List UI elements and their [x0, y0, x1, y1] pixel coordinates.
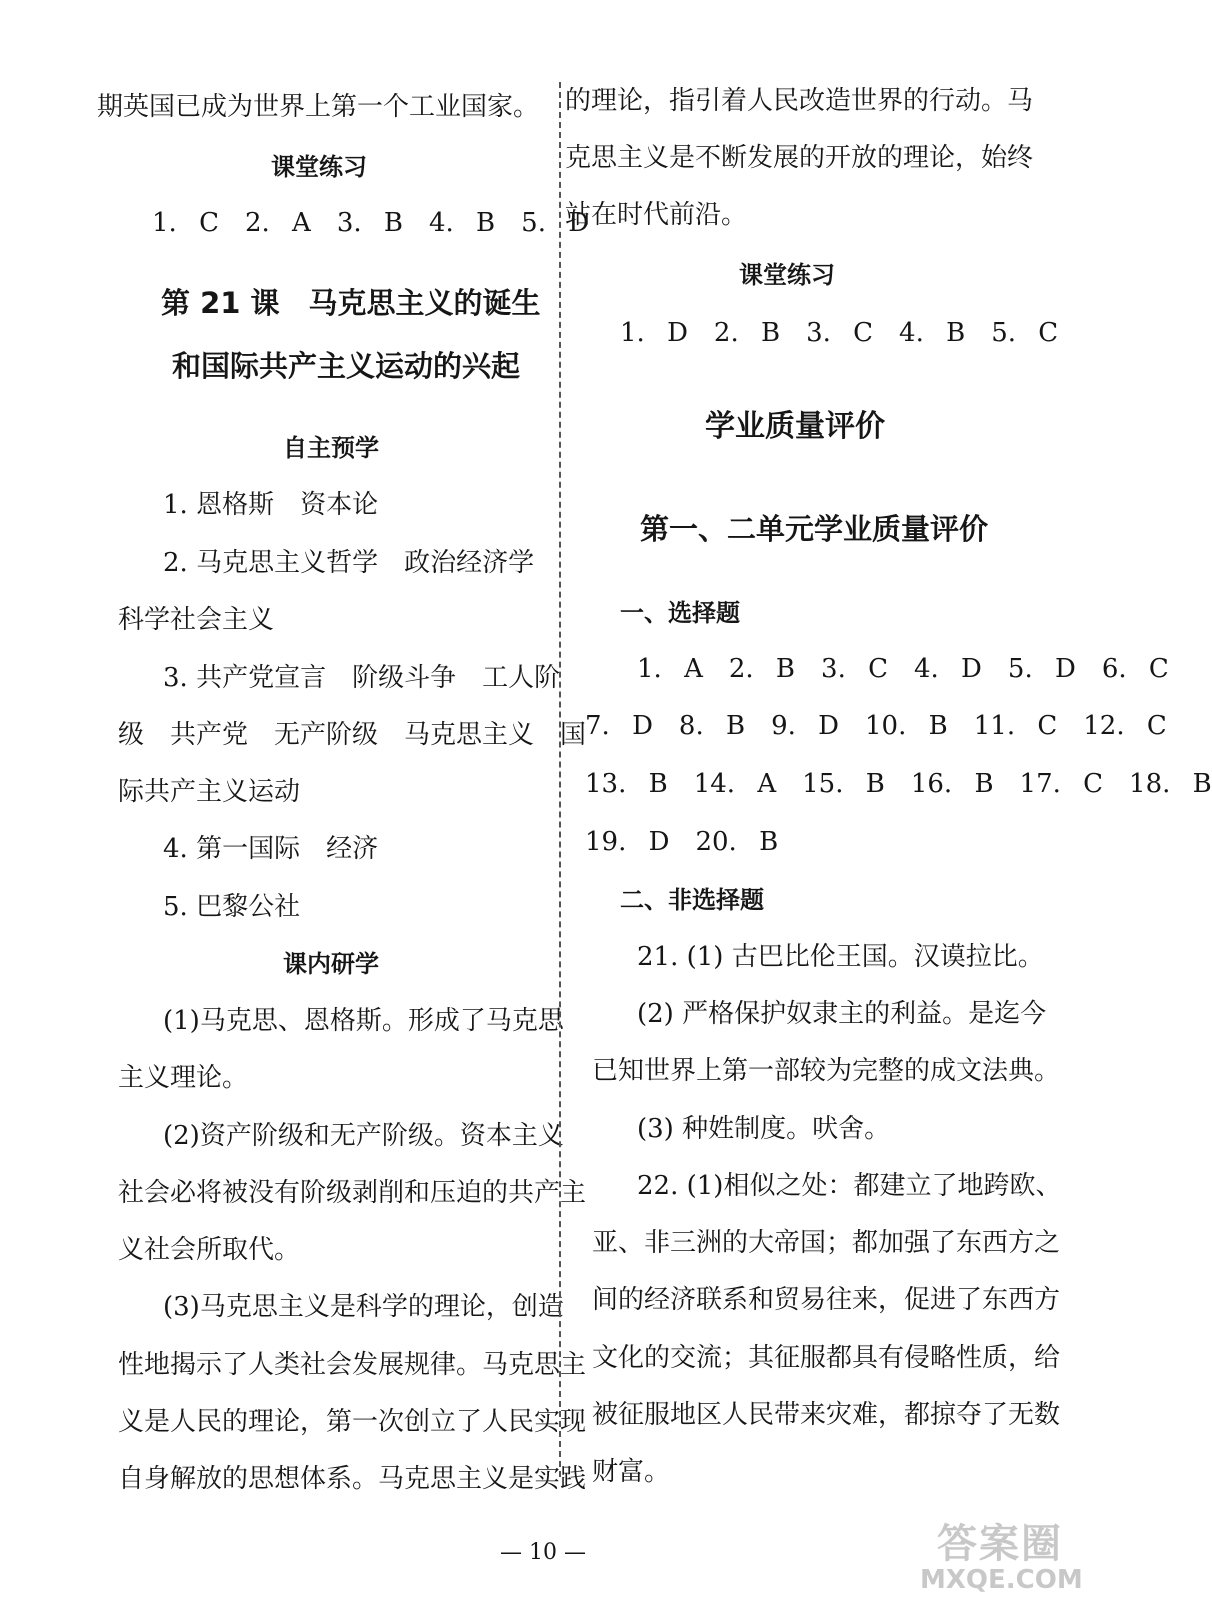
- watermark-url: MXQE.COM: [920, 1565, 1083, 1595]
- column-divider: [559, 82, 561, 1477]
- text-line: 3. 共产党宣言 阶级斗争 工人阶: [163, 663, 561, 693]
- answer-line: 1. C 2. A 3. B 4. B 5. D: [152, 208, 590, 238]
- text-line: 被征服地区人民带来灾难，都掠夺了无数: [592, 1400, 1061, 1430]
- text-line: 主义理论。: [118, 1063, 249, 1093]
- text-line: 文化的交流；其征服都具有侵略性质，给: [592, 1343, 1061, 1373]
- answer-line: 7. D 8. B 9. D 10. B 11. C 12. C: [585, 711, 1167, 741]
- watermark-logo: [920, 1521, 1083, 1596]
- answer-line: 13. B 14. A 15. B 16. B 17. C 18. B: [585, 769, 1212, 799]
- text-line: (3) 种姓制度。吠舍。: [637, 1114, 891, 1144]
- section-heading: 二、非选择题: [620, 886, 764, 914]
- text-line: 社会必将被没有阶级剥削和压迫的共产主: [118, 1178, 587, 1208]
- text-line: 义社会所取代。: [118, 1235, 301, 1265]
- text-line: (2)资产阶级和无产阶级。资本主义: [163, 1121, 564, 1151]
- text-line: 期英国已成为世界上第一个工业国家。: [97, 92, 540, 122]
- lesson-title: 和国际共产主义运动的兴起: [172, 349, 521, 383]
- text-line: 2. 马克思主义哲学 政治经济学: [163, 548, 535, 578]
- text-line: 站在时代前沿。: [565, 200, 748, 230]
- page-number: — 10 —: [500, 1540, 586, 1565]
- text-line: 级 共产党 无产阶级 马克思主义 国: [118, 720, 587, 750]
- lesson-title: 第 21 课 马克思主义的诞生: [161, 286, 541, 320]
- text-line: 义是人民的理论，第一次创立了人民实现: [118, 1407, 587, 1437]
- text-line: 间的经济联系和贸易往来，促进了东西方: [592, 1285, 1061, 1315]
- text-line: (3)马克思主义是科学的理论，创造: [163, 1292, 564, 1322]
- text-line: 克思主义是不断发展的开放的理论，始终: [565, 143, 1034, 173]
- answer-line: 19. D 20. B: [585, 827, 779, 857]
- unit-title: 第一、二单元学业质量评价: [640, 512, 989, 546]
- text-line: 已知世界上第一部较为完整的成文法典。: [592, 1056, 1061, 1086]
- section-heading: 自主预学: [283, 434, 379, 462]
- text-line: 的理论，指引着人民改造世界的行动。马: [565, 86, 1034, 116]
- answer-line: 1. D 2. B 3. C 4. B 5. C: [620, 318, 1059, 348]
- text-line: 4. 第一国际 经济: [163, 834, 379, 864]
- text-line: (1)马克思、恩格斯。形成了马克思: [163, 1006, 564, 1036]
- text-line: 5. 巴黎公社: [163, 892, 301, 922]
- answer-line: 1. A 2. B 3. C 4. D 5. D 6. C: [637, 654, 1169, 684]
- text-line: 际共产主义运动: [118, 777, 301, 807]
- evaluation-title: 学业质量评价: [705, 409, 885, 444]
- section-heading: 一、选择题: [620, 599, 740, 627]
- text-line: 亚、非三洲的大帝国；都加强了东西方之: [592, 1228, 1061, 1258]
- text-line: 财富。: [592, 1457, 671, 1487]
- section-heading: 课堂练习: [271, 153, 367, 181]
- text-line: (2) 严格保护奴隶主的利益。是迄今: [637, 999, 1047, 1029]
- watermark-text: 答案圈: [937, 1521, 1063, 1567]
- text-line: 22. (1)相似之处：都建立了地跨欧、: [637, 1171, 1062, 1201]
- text-line: 21. (1) 古巴比伦王国。汉谟拉比。: [637, 942, 1044, 972]
- text-line: 性地揭示了人类社会发展规律。马克思主: [118, 1350, 587, 1380]
- text-line: 1. 恩格斯 资本论: [163, 490, 379, 520]
- text-line: 科学社会主义: [118, 605, 275, 635]
- section-heading: 课堂练习: [739, 261, 835, 289]
- text-line: 自身解放的思想体系。马克思主义是实践: [118, 1464, 587, 1494]
- section-heading: 课内研学: [283, 950, 379, 978]
